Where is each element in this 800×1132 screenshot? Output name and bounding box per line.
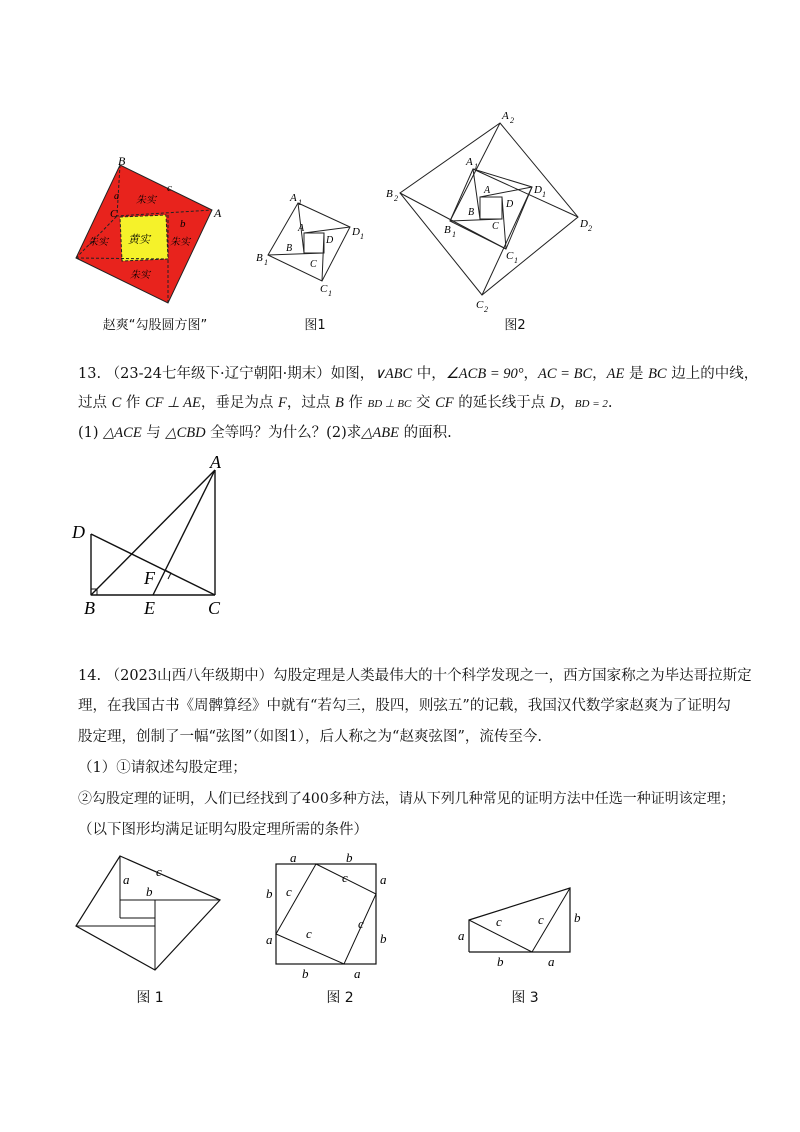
zhushi-3: 朱实 xyxy=(170,237,190,248)
label-A1: A xyxy=(466,156,473,168)
label-D: D xyxy=(506,199,514,210)
label-E: E xyxy=(144,598,155,618)
svg-text:2: 2 xyxy=(510,116,514,125)
caption-q14-fig3: 图 3 xyxy=(511,990,539,1006)
svg-text:b: b xyxy=(497,954,504,969)
q13-diagram xyxy=(60,450,240,620)
q14-line5: ②勾股定理的证明，人们已经找到了400多种方法，请从下列几种常见的证明方法中任选一种证明该定理； xyxy=(78,791,735,807)
zhushi-1: 朱实 xyxy=(136,195,156,206)
svg-text:c: c xyxy=(342,870,348,885)
q14-figure-1 xyxy=(70,848,230,978)
q13-line1: 13. （23-24七年级下·辽宁朝阳·期末）如图，∨ABC 中，∠ACB = 90°，AC = BC，AE 是 BC 边上的中线， xyxy=(78,366,759,382)
label-A: A xyxy=(484,185,491,196)
label-B: B xyxy=(468,207,475,218)
q14-number: 14. xyxy=(78,668,102,684)
label-D1: D xyxy=(534,184,542,196)
svg-text:2: 2 xyxy=(588,224,592,233)
svg-text:c: c xyxy=(286,884,292,899)
label-C: C xyxy=(492,221,499,232)
zhao-shuang-diagram xyxy=(70,155,220,310)
svg-text:1: 1 xyxy=(452,230,456,239)
svg-text:a: a xyxy=(290,850,297,865)
label-C: C xyxy=(310,259,317,270)
label-D: D xyxy=(72,522,85,542)
label-C1: C xyxy=(320,283,328,295)
top-figure-2 xyxy=(380,105,600,315)
caption-top-fig2: 图2 xyxy=(504,318,526,333)
caption-zhao: 赵爽“勾股圆方图” xyxy=(102,318,208,333)
top-figure-1 xyxy=(250,185,370,300)
label-B1: B xyxy=(256,252,263,264)
label-C1: C xyxy=(506,250,514,262)
svg-text:a: a xyxy=(458,928,465,943)
label-c: c xyxy=(167,182,172,194)
zhushi-4: 朱实 xyxy=(130,270,150,281)
svg-text:c: c xyxy=(306,926,312,941)
svg-text:a: a xyxy=(380,872,387,887)
label-b: b xyxy=(146,884,153,899)
label-D1: D xyxy=(352,226,360,238)
q13-number: 13. xyxy=(78,366,102,382)
label-a: a xyxy=(123,872,130,887)
svg-text:1: 1 xyxy=(298,198,302,207)
label-D: D xyxy=(326,235,334,246)
label-b: b xyxy=(180,218,186,230)
svg-text:b: b xyxy=(574,910,581,925)
svg-text:1: 1 xyxy=(474,162,478,171)
huangshi: 黄实 xyxy=(128,234,150,246)
q13-line2: 过点 C 作 CF ⊥ AE，垂足为点 F，过点 B 作 BD ⊥ BC 交 CF 的延长线于点 D，BD = 2. xyxy=(78,395,613,411)
label-B2: B xyxy=(386,188,393,200)
svg-text:c: c xyxy=(538,912,544,927)
label-A2: A xyxy=(502,110,509,122)
label-A1: A xyxy=(290,192,297,204)
svg-text:a: a xyxy=(354,966,361,981)
q14-line1: 14. （2023山西八年级期中）勾股定理是人类最伟大的十个科学发现之一，西方国家称之为毕达哥拉斯定 xyxy=(78,668,752,684)
label-C2: C xyxy=(476,299,484,311)
svg-text:c: c xyxy=(358,916,364,931)
svg-text:1: 1 xyxy=(328,289,332,298)
svg-text:c: c xyxy=(496,914,502,929)
label-C: C xyxy=(110,208,118,220)
q14-figure-3 xyxy=(452,880,592,970)
svg-text:2: 2 xyxy=(394,194,398,203)
svg-text:1: 1 xyxy=(264,258,268,267)
label-B1: B xyxy=(444,224,451,236)
svg-text:b: b xyxy=(346,850,353,865)
svg-text:1: 1 xyxy=(514,256,518,265)
label-c: c xyxy=(156,864,162,879)
caption-q14-fig2: 图 2 xyxy=(326,990,354,1006)
q14-line3: 股定理，创制了一幅“弦图”（如图1），后人称之为“赵爽弦图”，流传至今. xyxy=(78,729,542,745)
svg-text:b: b xyxy=(380,931,387,946)
zhushi-2: 朱实 xyxy=(88,237,108,248)
q14-line4: （1）①请叙述勾股定理； xyxy=(78,760,247,776)
q13-line3: (1) △ACE 与 △CBD 全等吗？为什么？(2)求△ABE 的面积. xyxy=(78,425,452,441)
label-C: C xyxy=(208,598,221,618)
q14-line6: （以下图形均满足证明勾股定理所需的条件） xyxy=(78,822,368,838)
svg-text:1: 1 xyxy=(542,190,546,199)
label-A: A xyxy=(298,223,305,234)
label-B: B xyxy=(286,243,293,254)
q14-line2: 理，在我国古书《周髀算经》中就有“若勾三，股四，则弦五”的记载，我国汉代数学家赵爽为了证明勾 xyxy=(78,698,731,714)
svg-text:2: 2 xyxy=(484,305,488,314)
svg-text:b: b xyxy=(302,966,309,981)
svg-text:a: a xyxy=(548,954,555,969)
label-A: A xyxy=(214,206,222,220)
caption-top-fig1: 图1 xyxy=(304,318,326,333)
label-A: A xyxy=(210,452,221,472)
svg-text:1: 1 xyxy=(360,232,364,241)
label-B: B xyxy=(84,598,95,618)
caption-q14-fig1: 图 1 xyxy=(136,990,164,1006)
label-B: B xyxy=(118,154,126,168)
svg-text:b: b xyxy=(266,886,273,901)
label-D2: D xyxy=(580,218,588,230)
svg-text:a: a xyxy=(266,932,273,947)
label-a: a xyxy=(114,191,119,202)
q14-figure-2 xyxy=(262,848,392,983)
q13-source: （23-24七年级下·辽宁朝阳·期末）如图， xyxy=(105,366,375,382)
label-F: F xyxy=(144,568,155,588)
